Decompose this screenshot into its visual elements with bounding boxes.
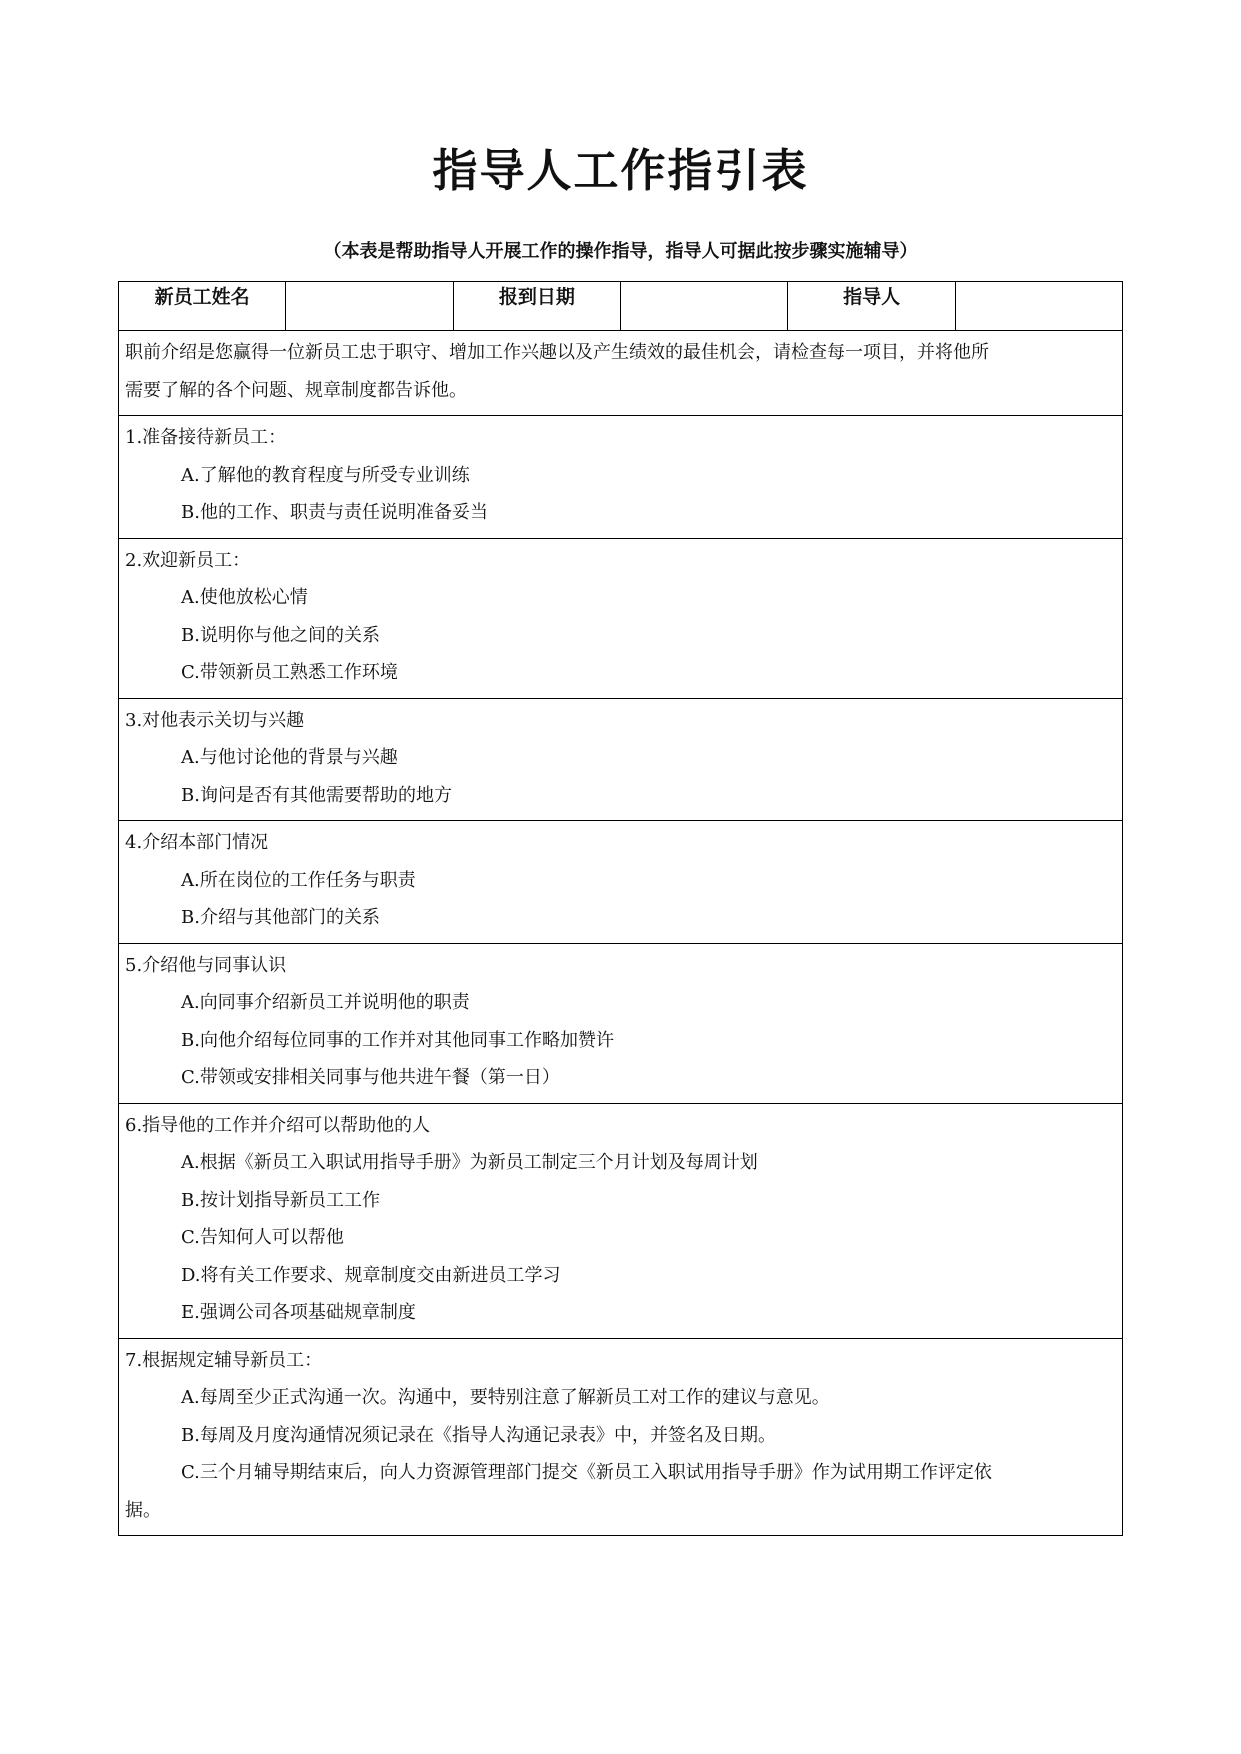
section-item: C.三个月辅导期结束后，向人力资源管理部门提交《新员工入职试用指导手册》作为试用期工作评定依 [181,1462,992,1483]
section-item: A.根据《新员工入职试用指导手册》为新员工制定三个月计划及每周计划 [181,1152,758,1173]
section-title: 3.对他表示关切与兴趣 [125,709,305,731]
section-item: B.说明你与他之间的关系 [181,624,380,646]
section-title: 6.指导他的工作并介绍可以帮助他的人 [125,1114,431,1136]
intro-row [119,331,1123,416]
new-employee-name-label: 新员工姓名 [119,282,286,331]
section-2 [119,539,1122,698]
new-employee-name-field[interactable] [286,282,453,331]
section-title: 1.准备接待新员工： [125,427,287,448]
section-item: A.所在岗位的工作任务与职责 [181,869,416,891]
section-item: A.每周至少正式沟通一次。沟通中，要特别注意了解新员工对工作的建议与意见。 [181,1387,830,1408]
intro-line: 职前介绍是您赢得一位新员工忠于职守、增加工作兴趣以及产生绩效的最佳机会，请检查每一项目，并将他所 [125,342,989,363]
section-item-continuation: 据。 [125,1499,161,1521]
mentor-label: 指导人 [788,282,955,331]
section-item: B.每周及月度沟通情况须记录在《指导人沟通记录表》中，并签名及日期。 [181,1424,776,1446]
mentor-field[interactable] [955,282,1122,331]
section-row [119,416,1123,539]
section-item: B.向他介绍每位同事的工作并对其他同事工作略加赞许 [181,1029,614,1051]
section-item: D.将有关工作要求、规章制度交由新进员工学习 [181,1264,561,1286]
section-row [119,698,1123,821]
section-row [119,821,1123,944]
section-1 [119,416,1122,538]
mentor-guide-table [118,281,1123,1536]
section-item: C.带领新员工熟悉工作环境 [181,662,398,683]
section-row [119,538,1123,698]
section-7 [119,1339,1122,1536]
section-item: B.按计划指导新员工工作 [181,1189,380,1211]
section-title: 5.介绍他与同事认识 [125,954,287,976]
section-row [119,1338,1123,1536]
intro-line: 需要了解的各个问题、规章制度都告诉他。 [125,379,467,401]
section-item: C.告知何人可以帮他 [181,1227,344,1248]
section-6 [119,1104,1122,1338]
section-3 [119,699,1122,821]
section-row [119,1103,1123,1338]
report-date-field[interactable] [621,282,788,331]
page-title: 指导人工作指引表 [432,144,809,197]
section-item: A.与他讨论他的背景与兴趣 [181,747,398,768]
section-4 [119,821,1122,943]
section-title: 2.欢迎新员工： [125,549,251,571]
page-subtitle: （本表是帮助指导人开展工作的操作指导，指导人可据此按步骤实施辅导） [323,241,918,262]
section-item: C.带领或安排相关同事与他共进午餐（第一日） [181,1067,560,1088]
header-row [119,282,1123,331]
report-date-label: 报到日期 [453,282,620,331]
section-5 [119,944,1122,1103]
section-title: 7.根据规定辅导新员工： [125,1349,323,1371]
intro-text [119,331,1122,415]
section-item: B.他的工作、职责与责任说明准备妥当 [181,502,488,523]
section-item: E.强调公司各项基础规章制度 [181,1302,416,1323]
section-title: 4.介绍本部门情况 [125,832,269,853]
section-row [119,943,1123,1103]
section-item: A.向同事介绍新员工并说明他的职责 [181,992,470,1013]
section-item: B.介绍与其他部门的关系 [181,907,380,928]
section-item: A.了解他的教育程度与所受专业训练 [181,464,470,486]
section-item: B.询问是否有其他需要帮助的地方 [181,784,452,806]
section-item: A.使他放松心情 [181,587,308,608]
